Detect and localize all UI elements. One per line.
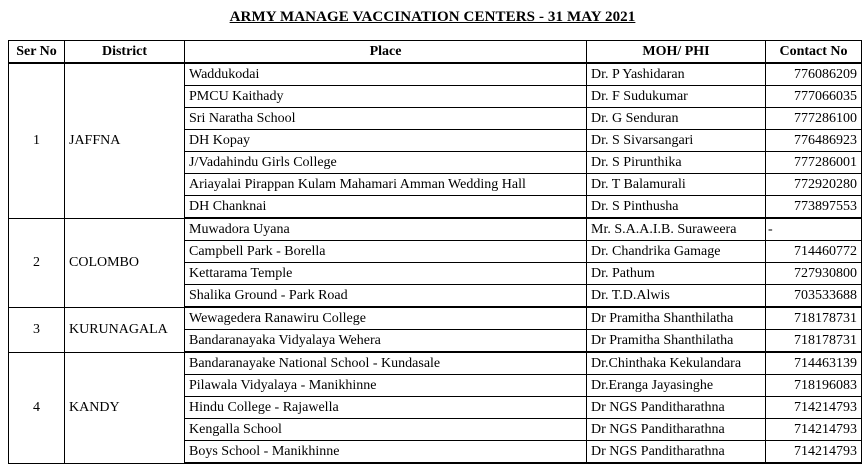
header-place: Place (185, 41, 587, 64)
vaccination-centers-table (8, 40, 862, 464)
ser-no-cell: 3 (9, 307, 65, 352)
place-cell: J/Vadahindu Girls College (185, 152, 587, 174)
table-row (9, 218, 862, 241)
contact-cell: 714460772 (766, 241, 862, 263)
place-cell: Campbell Park - Borella (185, 241, 587, 263)
place-cell: Boys School - Manikhinne (185, 441, 587, 464)
moh-cell: Dr Pramitha Shanthilatha (587, 330, 766, 353)
place-cell: Wewagedera Ranawiru College (185, 307, 587, 330)
header-district: District (65, 41, 185, 64)
moh-cell: Dr NGS Panditharathna (587, 441, 766, 464)
moh-cell: Dr. T Balamurali (587, 174, 766, 196)
place-cell: Sri Naratha School (185, 108, 587, 130)
moh-cell: Dr. F Sudukumar (587, 86, 766, 108)
moh-cell: Dr Pramitha Shanthilatha (587, 307, 766, 330)
moh-cell: Dr. S Pirunthika (587, 152, 766, 174)
page-title (0, 9, 865, 26)
contact-cell: 718178731 (766, 307, 862, 330)
contact-cell: 773897553 (766, 196, 862, 219)
table-body (9, 63, 862, 463)
header-ser-no: Ser No (9, 41, 65, 64)
place-cell: Waddukodai (185, 63, 587, 86)
contact-cell: 718178731 (766, 330, 862, 353)
header-contact: Contact No (766, 41, 862, 64)
place-cell: Kengalla School (185, 419, 587, 441)
moh-cell: Dr. S Pinthusha (587, 196, 766, 219)
place-cell: Hindu College - Rajawella (185, 397, 587, 419)
moh-cell: Dr. Chandrika Gamage (587, 241, 766, 263)
moh-cell: Dr NGS Panditharathna (587, 419, 766, 441)
title-text: ARMY MANAGE VACCINATION CENTERS - 31 MAY 2021 (229, 9, 636, 25)
place-cell: PMCU Kaithady (185, 86, 587, 108)
table-row (9, 307, 862, 330)
moh-cell: Dr.Chinthaka Kekulandara (587, 352, 766, 375)
contact-cell: 714463139 (766, 352, 862, 375)
contact-cell: 714214793 (766, 441, 862, 464)
contact-cell: 777066035 (766, 86, 862, 108)
ser-no-cell: 4 (9, 352, 65, 463)
moh-cell: Dr. P Yashidaran (587, 63, 766, 86)
moh-cell: Dr NGS Panditharathna (587, 397, 766, 419)
moh-cell: Dr.Eranga Jayasinghe (587, 375, 766, 397)
contact-cell: 727930800 (766, 263, 862, 285)
district-cell: KURUNAGALA (65, 307, 185, 352)
ser-no-cell: 1 (9, 63, 65, 218)
place-cell: Ariayalai Pirappan Kulam Mahamari Amman Wedding Hall (185, 174, 587, 196)
district-cell: KANDY (65, 352, 185, 463)
contact-cell: 714214793 (766, 419, 862, 441)
place-cell: Kettarama Temple (185, 263, 587, 285)
contact-cell: 703533688 (766, 285, 862, 308)
contact-cell: 777286001 (766, 152, 862, 174)
place-cell: Bandaranayaka Vidyalaya Wehera (185, 330, 587, 353)
moh-cell: Dr. T.D.Alwis (587, 285, 766, 308)
contact-cell: 772920280 (766, 174, 862, 196)
place-cell: DH Kopay (185, 130, 587, 152)
table-row (9, 352, 862, 375)
district-cell: COLOMBO (65, 218, 185, 307)
place-cell: DH Chanknai (185, 196, 587, 219)
contact-cell: 718196083 (766, 375, 862, 397)
moh-cell: Dr. Pathum (587, 263, 766, 285)
header-moh-phi: MOH/ PHI (587, 41, 766, 64)
moh-cell: Mr. S.A.A.I.B. Suraweera (587, 218, 766, 241)
moh-cell: Dr. G Senduran (587, 108, 766, 130)
contact-cell: 714214793 (766, 397, 862, 419)
moh-cell: Dr. S Sivarsangari (587, 130, 766, 152)
contact-cell: 776086209 (766, 63, 862, 86)
place-cell: Pilawala Vidyalaya - Manikhinne (185, 375, 587, 397)
place-cell: Shalika Ground - Park Road (185, 285, 587, 308)
place-cell: Muwadora Uyana (185, 218, 587, 241)
place-cell: Bandaranayake National School - Kundasale (185, 352, 587, 375)
district-cell: JAFFNA (65, 63, 185, 218)
contact-cell: 776486923 (766, 130, 862, 152)
contact-cell: - (766, 218, 862, 241)
contact-cell: 777286100 (766, 108, 862, 130)
header-row (9, 41, 862, 64)
ser-no-cell: 2 (9, 218, 65, 307)
table-row (9, 63, 862, 86)
